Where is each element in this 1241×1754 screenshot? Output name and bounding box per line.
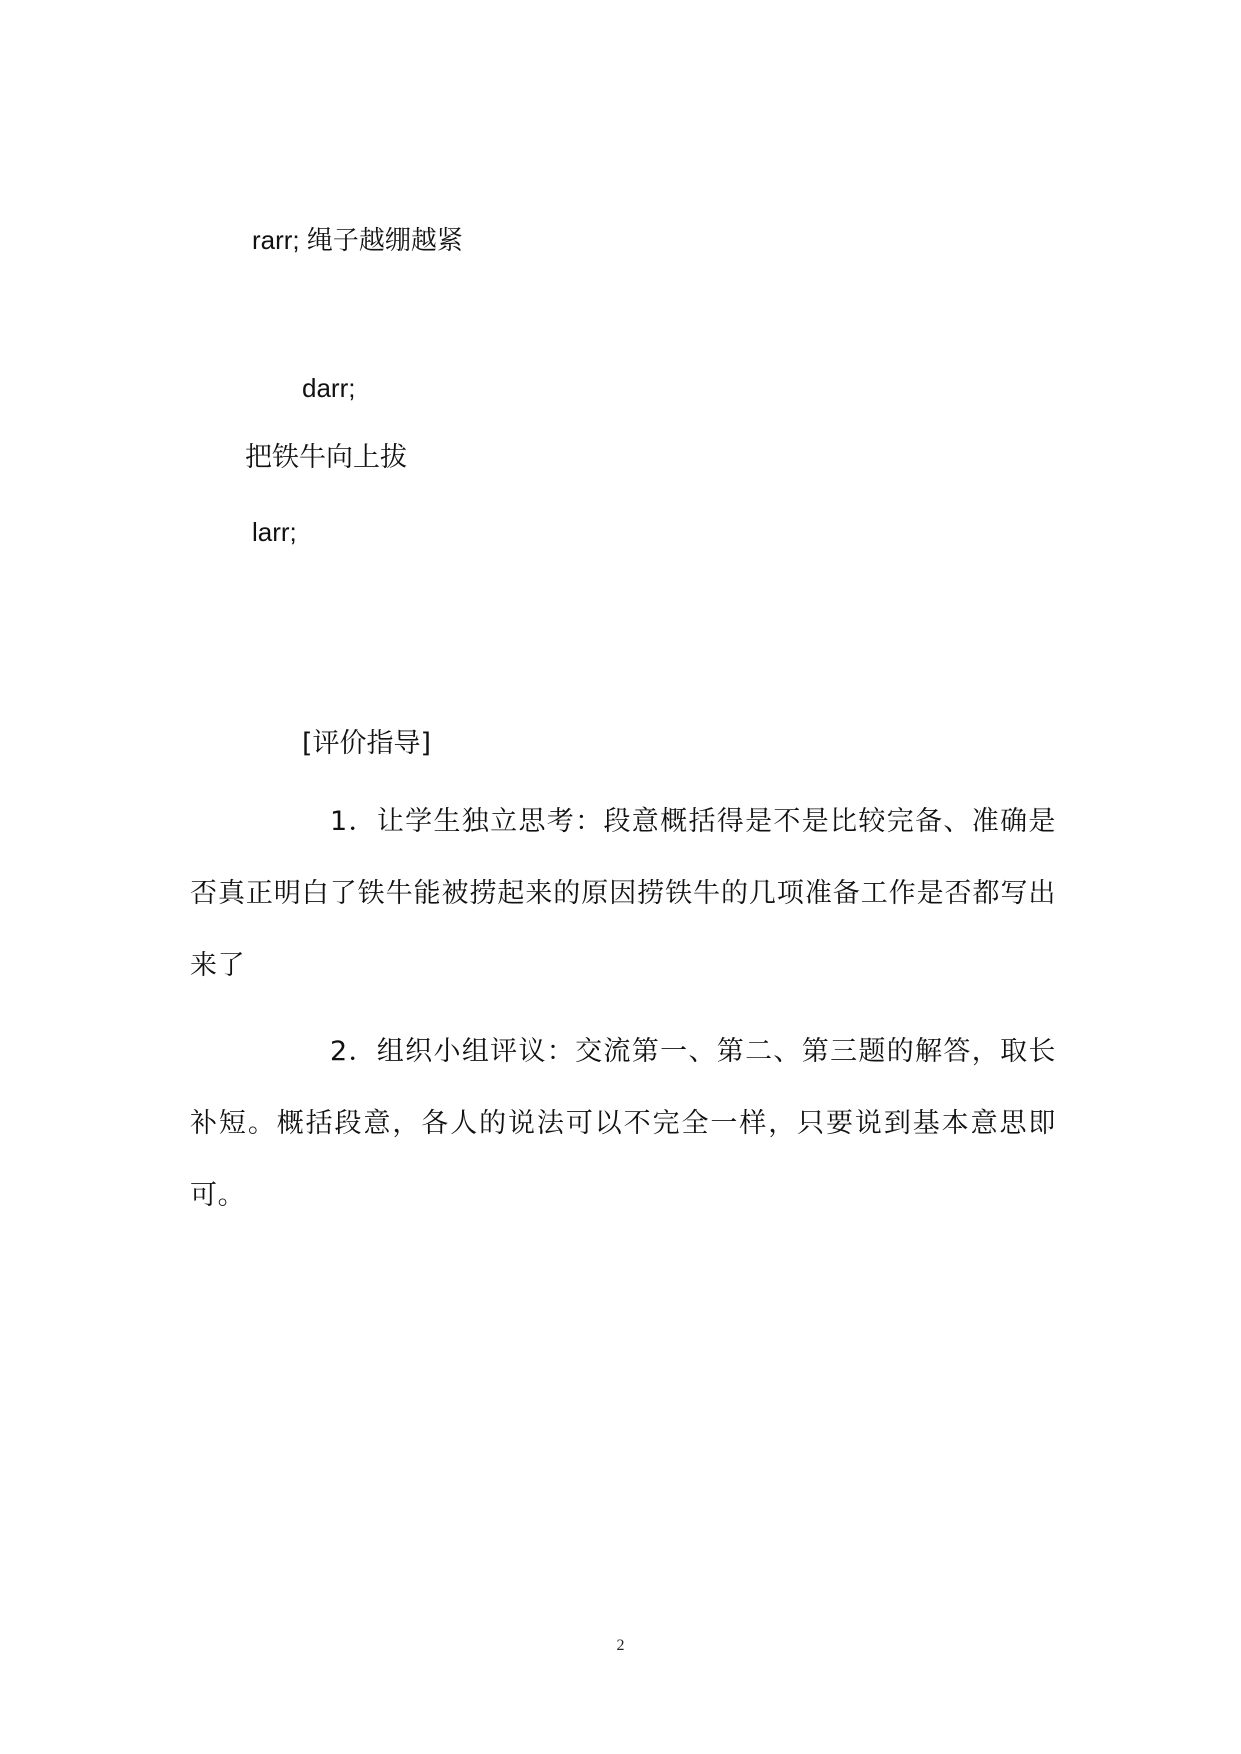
rarr-line: rarr; 绳子越绷越紧 [252, 225, 463, 255]
pull-line: 把铁牛向上拔 [245, 442, 407, 473]
page-number: 2 [616, 1637, 625, 1654]
paragraph-1: 1．让学生独立思考：段意概括得是不是比较完备、准确是否真正明白了铁牛能被捞起来的原因捞铁牛的几项准备工作是否都写出来了 [190, 806, 1056, 981]
section-heading: [评价指导] [302, 728, 432, 759]
paragraph-2: 2．组织小组评议：交流第一、第二、第三题的解答，取长补短。概括段意，各人的说法可以不完全一样，只要说到基本意思即可。 [190, 1036, 1056, 1211]
larr-line: larr; [252, 517, 297, 547]
darr-line: darr; [302, 373, 356, 403]
